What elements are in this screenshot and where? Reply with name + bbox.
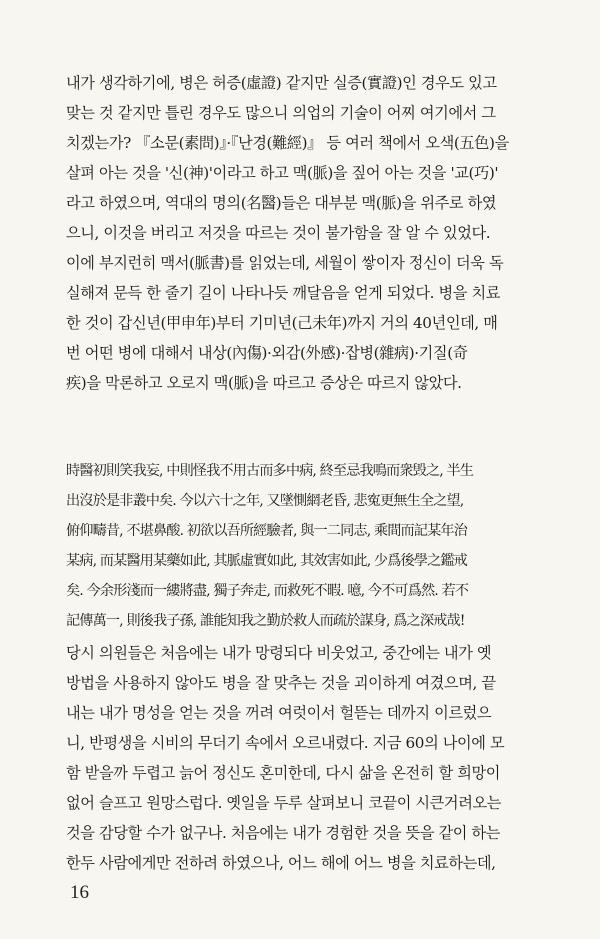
text-line: 한두 사람에게만 전하려 하였으나, 어느 해에 어느 병을 치료하는데, (66, 854, 496, 872)
hanmun-line: 某病, 而某醫用某藥如此, 其脈虛實如此, 其效害如此, 少爲後學之鑑戒 (66, 553, 467, 569)
text-line: 한 것이 갑신년(甲申年)부터 기미년(己未年)까지 거의 40년인데, 매 (66, 314, 498, 332)
text-line: 없어 슬프고 원망스럽다. 옛일을 두루 살펴보니 코끝이 시큰거려오는 (66, 794, 502, 812)
text-line: 번 어떤 병에 대해서 내상(內傷)·외감(外感)·잡병(雜病)·기질(奇 (66, 344, 468, 362)
text-line: 내가 생각하기에, 병은 허증(虛證) 같지만 실증(實證)인 경우도 있고 (66, 74, 497, 92)
text-line: 살펴 아는 것을 '신(神)'이라고 하고 맥(脈)을 짚어 아는 것을 '교(巧)' (66, 164, 499, 182)
text-line: 방법을 사용하지 않아도 병을 잘 맞추는 것을 괴이하게 여겼으며, 끝 (66, 674, 496, 692)
text-line: 실해져 문득 한 줄기 길이 나타나듯 깨달음을 얻게 되었다. 병을 치료 (66, 284, 501, 302)
hanmun-line: 矣. 今余形淺而一縷將盡, 獨子奔走, 而救死不暇. 噫, 今不可爲然. 若不 (66, 583, 469, 599)
text-line: 맞는 것 같지만 틀린 경우도 많으니 의업의 기술이 어찌 여기에서 그 (66, 104, 496, 122)
hanmun-line: 出沒於是非叢中矣. 今以六十之年, 又墜惻網老昏, 悲寃更無生全之望, (66, 493, 464, 509)
page-number: 16 (70, 882, 89, 903)
text-line: 내는 내가 명성을 얻는 것을 꺼려 여럿이서 헐뜯는 데까지 이르렀으 (66, 704, 492, 722)
text-line: 함 받을까 두렵고 늙어 정신도 혼미한데, 다시 삶을 온전히 할 희망이 (66, 764, 501, 782)
text-line: 니, 반평생을 시비의 무더기 속에서 오르내렸다. 지금 60의 나이에 모 (66, 734, 505, 752)
hanmun-line: 記傳萬一, 則後我子孫, 誰能知我之勤於救人而疏於謀身, 爲之深戒哉! (66, 613, 465, 629)
text-line: 으니, 이것을 버리고 저것을 따르는 것이 불가함을 잘 알 수 있었다. (66, 224, 491, 242)
text-line: 것을 감당할 수가 없구나. 처음에는 내가 경험한 것을 뜻을 같이 하는 (66, 824, 501, 842)
hanmun-line: 俯仰疇昔, 不堪鼻酸. 初欲以吾所經驗者, 與一二同志, 乘間而記某年治 (66, 523, 467, 539)
text-line: 疾)을 막론하고 오로지 맥(脈)을 따르고 증상은 따르지 않았다. (66, 374, 462, 392)
hanmun-line: 時醫初則笑我妄, 中則怪我不用古而多中病, 終至忌我鳴而衆毁之, 半生 (66, 463, 473, 479)
text-line: 라고 하였으며, 역대의 명의(名醫)들은 대부분 맥(脈)을 위주로 하였 (66, 194, 497, 212)
text-line: 치겠는가? 『소문(素問)』·『난경(難經)』 등 여러 책에서 오색(五色)을 (66, 134, 509, 152)
text-line: 당시 의원들은 처음에는 내가 망령되다 비웃었고, 중간에는 내가 옛 (66, 644, 492, 662)
text-line: 이에 부지런히 맥서(脈書)를 읽었는데, 세월이 쌓이자 정신이 더욱 독 (66, 254, 504, 272)
